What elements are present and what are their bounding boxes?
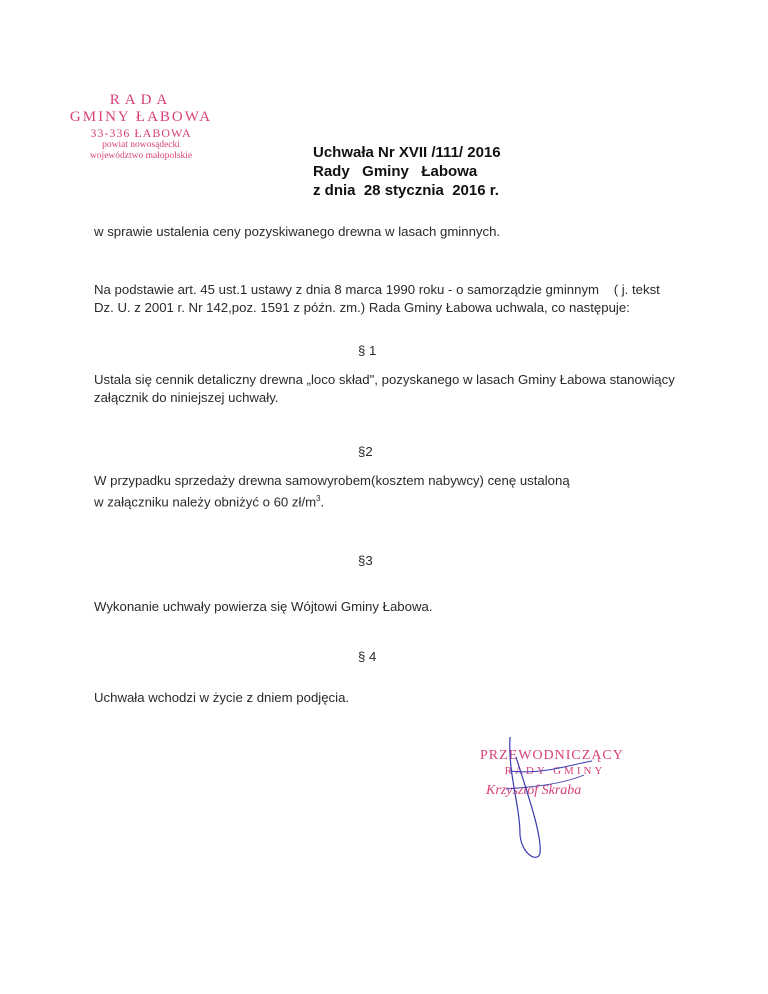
- stamp-line-5: województwo małopolskie: [89, 151, 193, 162]
- legal-basis-line-2: Dz. U. z 2001 r. Nr 142,poz. 1591 z późn. zm.) Rada Gminy Łabowa uchwala, co następuje:: [94, 300, 630, 315]
- signature-body: RADY GMINY: [504, 765, 606, 777]
- signature-role: PRZEWODNICZĄCY: [480, 748, 624, 763]
- resolution-subject: w sprawie ustalenia ceny pozyskiwanego drewna w lasach gminnych.: [94, 224, 501, 239]
- legal-basis-line-1b: ( j. tekst: [613, 282, 660, 297]
- section-3-mark: §3: [358, 553, 373, 568]
- section-2-line-1: W przypadku sprzedaży drewna samowyrobem(kosztem nabywcy) cenę ustaloną: [94, 473, 570, 488]
- stamp-line-4: powiat nowosądecki: [102, 140, 180, 151]
- section-2-mark: §2: [358, 444, 373, 459]
- section-2-period: .: [320, 494, 325, 510]
- section-4-mark: § 4: [358, 649, 377, 664]
- legal-basis-line-1: [94, 281, 694, 299]
- title-line-2: Rady Gminy Łabowa: [313, 163, 478, 180]
- council-stamp: [56, 92, 226, 162]
- section-2-text: [94, 472, 694, 511]
- stamp-line-3: 33-336 ŁABOWA: [90, 125, 192, 140]
- stamp-line-2: GMINY ŁABOWA: [69, 109, 213, 126]
- title-line-1: Uchwała Nr XVII /111/ 2016: [313, 144, 501, 161]
- stamp-line-1: RADA: [109, 92, 173, 108]
- section-4-text: Uchwała wchodzi w życie z dniem podjęcia.: [94, 690, 350, 705]
- handwritten-signature-icon: [480, 735, 600, 875]
- cubic-superscript: 3: [316, 494, 321, 503]
- signature-name: Krzysztof Skraba: [486, 783, 582, 798]
- section-1-mark: § 1: [358, 343, 377, 358]
- resolution-title: [313, 143, 501, 200]
- section-2-line-2: [94, 490, 694, 511]
- legal-basis-line-1a: Na podstawie art. 45 ust.1 ustawy z dnia 8 marca 1990 roku - o samorządzie gminnym: [94, 282, 600, 297]
- section-3-text: Wykonanie uchwały powierza się Wójtowi Gminy Łabowa.: [94, 599, 433, 614]
- title-line-3: z dnia 28 stycznia 2016 r.: [313, 182, 499, 199]
- section-1-text: Ustala się cennik detaliczny drewna „loco skład", pozyskanego w lasach Gminy Łabowa stanowiący załącznik do niniejszej uchwały.: [94, 372, 675, 405]
- section-2-line-2-text: w załączniku należy obniżyć o 60 zł/m: [94, 494, 317, 510]
- legal-basis: [94, 281, 694, 317]
